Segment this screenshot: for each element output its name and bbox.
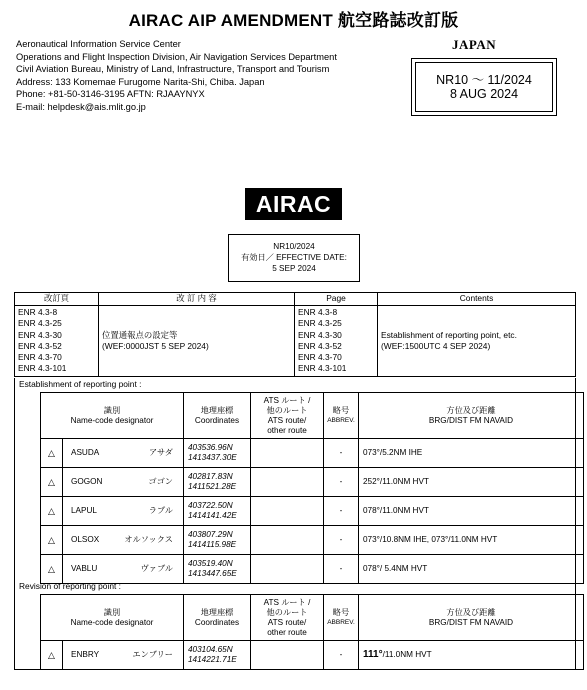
ats-route-cell	[251, 555, 324, 584]
col-coord-en: Coordinates	[194, 415, 240, 425]
triangle-icon: △	[41, 468, 63, 497]
point-name-cell	[63, 555, 184, 584]
effective-label: 有効日／ EFFECTIVE DATE:	[241, 253, 347, 262]
table-row	[41, 497, 584, 526]
effective-date: 5 SEP 2024	[272, 264, 316, 273]
triangle-icon: △	[41, 439, 63, 468]
col-name-en: Name-code designator	[70, 415, 154, 425]
point-name-cell	[63, 497, 184, 526]
page-ref: ENR 4.3-25	[298, 318, 342, 329]
contents-en-line: Establishment of reporting point, etc.	[381, 329, 517, 340]
col-brg-en: BRG/DIST FM NAVAID	[428, 617, 514, 627]
col-coordinates	[184, 595, 251, 641]
ats-route-cell	[251, 641, 324, 670]
abbrev-cell: -	[324, 497, 359, 526]
abbrev-cell: -	[324, 468, 359, 497]
triangle-icon: △	[41, 555, 63, 584]
establishment-label: Establishment of reporting point :	[19, 379, 142, 389]
point-name: VABLU	[71, 563, 98, 573]
coordinates-cell	[184, 439, 251, 468]
page-ref: ENR 4.3-70	[18, 352, 62, 363]
abbrev-cell: -	[324, 439, 359, 468]
col-name-ja: 識別	[103, 607, 121, 617]
table-row	[41, 439, 584, 468]
latitude: 403519.40N	[188, 558, 233, 568]
col-name-en: Name-code designator	[70, 617, 154, 627]
brg-dist-cell: 078°/11.0NM HVT	[359, 497, 584, 526]
abbrev-cell: -	[324, 555, 359, 584]
col-brg-en: BRG/DIST FM NAVAID	[428, 415, 514, 425]
col-name	[41, 595, 184, 641]
point-name: LAPUL	[71, 505, 97, 515]
content-ja-line: 位置通報点の設定等	[102, 329, 178, 340]
agency-line: Phone: +81-50-3146-3195 AFTN: RJAAYNYX	[16, 89, 205, 100]
brg-dist-cell: 252°/11.0NM HVT	[359, 468, 584, 497]
ats-route-cell	[251, 468, 324, 497]
issue-date: 8 AUG 2024	[449, 87, 519, 101]
header-content: 改 訂 内 容	[99, 293, 295, 306]
point-name-cell	[63, 526, 184, 555]
country-label: JAPAN	[452, 37, 497, 52]
point-name-cell	[63, 468, 184, 497]
brg-dist-cell: 078°/ 5.4NM HVT	[359, 555, 584, 584]
col-ats-line: ATS route/	[267, 415, 307, 425]
brg-bold: 111°	[363, 648, 383, 660]
coordinates-cell	[184, 468, 251, 497]
col-ats-line: 他のルート	[266, 405, 308, 415]
abbrev-cell: -	[324, 641, 359, 670]
latitude: 403807.29N	[188, 529, 233, 539]
col-ats-line: other route	[267, 425, 307, 435]
latitude: 403104.65N	[188, 644, 233, 654]
page-ref: ENR 4.3-70	[298, 352, 342, 363]
latitude: 402817.83N	[188, 471, 233, 481]
col-ats-route	[251, 393, 324, 439]
coordinates-cell	[184, 526, 251, 555]
coordinates-cell	[184, 497, 251, 526]
col-ats-line: ATS route/	[267, 617, 307, 627]
point-kana: オルソックス	[124, 534, 173, 544]
point-name: ENBRY	[71, 649, 100, 659]
amended-pages-cell	[15, 306, 99, 377]
establishment-table	[40, 392, 584, 584]
point-kana: アサダ	[148, 447, 173, 457]
brg-rest: /11.0NM HVT	[382, 649, 432, 659]
col-name-ja: 識別	[103, 405, 121, 415]
document-title: AIRAC AIP AMENDMENT 航空路誌改訂版	[128, 11, 459, 30]
page-ref: ENR 4.3-30	[18, 329, 62, 340]
agency-line: Address: 133 Komemae Furugome Narita-Shi, Chiba. Japan	[16, 76, 265, 87]
page-ref: ENR 4.3-101	[298, 363, 347, 374]
triangle-icon: △	[41, 641, 63, 670]
abbrev-cell: -	[324, 526, 359, 555]
col-ats-line: ATS ルート /	[263, 597, 311, 607]
col-brg-dist	[359, 595, 584, 641]
header-page: Page	[295, 293, 378, 306]
point-kana: ヴァブル	[140, 563, 173, 573]
page-ref: ENR 4.3-52	[18, 340, 62, 351]
point-name-cell	[63, 439, 184, 468]
agency-line: Aeronautical Information Service Center	[16, 39, 181, 49]
longitude: 1411521.28E	[188, 482, 237, 491]
col-name	[41, 393, 184, 439]
airac-badge: AIRAC	[245, 188, 342, 220]
content-ja-cell	[99, 306, 295, 377]
point-name-cell	[63, 641, 184, 670]
contents-en-cell	[378, 306, 576, 377]
col-ats-route	[251, 595, 324, 641]
brg-dist-cell: 073°/10.8NM IHE, 073°/11.0NM HVT	[359, 526, 584, 555]
longitude: 1414115.98E	[188, 540, 237, 549]
col-ats-line: other route	[267, 627, 307, 637]
col-coordinates	[184, 393, 251, 439]
col-abbrev	[324, 393, 359, 439]
triangle-icon: △	[41, 526, 63, 555]
point-kana: ゴゴン	[148, 476, 173, 486]
point-name: OLSOX	[71, 534, 100, 544]
col-abbr-ja: 略号	[332, 607, 350, 617]
col-abbr-ja: 略号	[332, 405, 350, 415]
agency-line: Operations and Flight Inspection Division, Air Navigation Services Department	[16, 51, 337, 62]
header-contents: Contents	[378, 293, 576, 306]
ats-route-cell	[251, 526, 324, 555]
col-abbr-en: ABBREV.	[327, 416, 355, 424]
col-brg-dist	[359, 393, 584, 439]
effective-nr: NR10/2024	[273, 242, 315, 251]
col-brg-ja: 方位及び距離	[446, 607, 496, 617]
agency-line: E-mail: helpdesk@ais.mlit.go.jp	[16, 101, 146, 112]
contents-en-line: (WEF:1500UTC 4 SEP 2024)	[381, 340, 491, 351]
col-abbrev	[324, 595, 359, 641]
table-row	[41, 526, 584, 555]
point-name: ASUDA	[71, 447, 100, 457]
page-ref: ENR 4.3-30	[298, 329, 342, 340]
header-amended-pages: 改訂頁	[15, 293, 99, 306]
pages-cell	[295, 306, 378, 377]
page-ref: ENR 4.3-52	[298, 340, 342, 351]
page-ref: ENR 4.3-8	[298, 307, 338, 317]
ats-route-cell	[251, 439, 324, 468]
table-row	[41, 555, 584, 584]
col-brg-ja: 方位及び距離	[446, 405, 496, 415]
page-ref: ENR 4.3-25	[18, 318, 62, 329]
ats-route-cell	[251, 497, 324, 526]
col-coord-ja: 地理座標	[200, 405, 234, 415]
longitude: 1413447.65E	[188, 569, 237, 578]
amendment-summary-table	[14, 292, 576, 377]
amendment-number-box	[411, 58, 557, 116]
point-name: GOGON	[71, 476, 103, 486]
coordinates-cell	[184, 641, 251, 670]
longitude: 1414141.42E	[188, 511, 237, 520]
longitude: 1414221.71E	[188, 655, 237, 664]
point-kana: ラプル	[148, 505, 173, 515]
latitude: 403536.96N	[188, 442, 233, 452]
col-ats-line: ATS ルート /	[263, 395, 311, 405]
revision-label: Revision of reporting point :	[19, 581, 121, 591]
triangle-icon: △	[41, 497, 63, 526]
content-ja-line: (WEF:0000JST 5 SEP 2024)	[102, 340, 209, 351]
reporting-points-section	[14, 378, 576, 670]
latitude: 403722.50N	[188, 500, 233, 510]
effective-date-box	[228, 234, 360, 282]
revision-table	[40, 594, 584, 670]
nr-range: NR10 ～ 11/2024	[436, 73, 532, 87]
col-coord-ja: 地理座標	[200, 607, 234, 617]
coordinates-cell	[184, 555, 251, 584]
page-ref: ENR 4.3-8	[18, 307, 58, 317]
col-coord-en: Coordinates	[194, 617, 240, 627]
table-row	[41, 641, 584, 670]
col-abbr-en: ABBREV.	[327, 618, 355, 626]
agency-line: Civil Aviation Bureau, Ministry of Land, Infrastructure, Transport and Tourism	[16, 64, 330, 75]
col-ats-line: 他のルート	[266, 607, 308, 617]
agency-address-block	[16, 38, 337, 114]
page-ref: ENR 4.3-101	[18, 363, 67, 374]
brg-dist-cell: 073°/5.2NM IHE	[359, 439, 584, 468]
point-kana: エンブリー	[132, 649, 173, 659]
brg-dist-cell	[359, 641, 584, 670]
table-row	[41, 468, 584, 497]
longitude: 1413437.30E	[188, 453, 237, 462]
